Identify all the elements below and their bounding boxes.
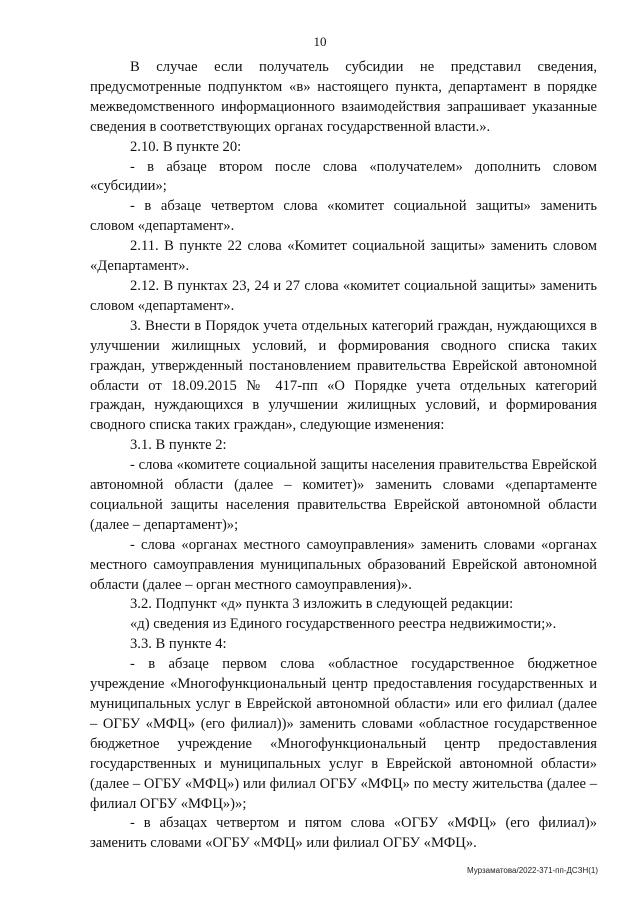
- document-footer-id: Мурзаматова/2022-371-пп-ДСЗН(1): [466, 866, 598, 875]
- paragraph: - в абзаце втором после слова «получателем» дополнить словом «субсидии»;: [90, 158, 597, 195]
- paragraph: - в абзаце четвертом слова «комитет социальной защиты» заменить словом «департамент».: [90, 198, 597, 235]
- document-body: [90, 58, 597, 854]
- paragraph: - слова «комитете социальной защиты населения правительства Еврейской автономной области (далее – комитет)» заменить словами «департаменте социальной защиты населения правительства Еврейской автономной области (далее – департамент)»;: [90, 457, 597, 533]
- paragraph: 2.11. В пункте 22 слова «Комитет социальной защиты» заменить словом «Департамент».: [90, 238, 597, 275]
- page-number: 10: [313, 34, 327, 49]
- paragraph: 2.12. В пунктах 23, 24 и 27 слова «комитет социальной защиты» заменить словом «департамент».: [90, 277, 597, 314]
- paragraph: 3.2. Подпункт «д» пункта 3 изложить в следующей редакции:: [130, 596, 514, 613]
- paragraph: 2.10. В пункте 20:: [130, 138, 242, 155]
- paragraph: «д) сведения из Единого государственного реестра недвижимости;».: [130, 616, 557, 633]
- paragraph: 3.3. В пункте 4:: [130, 636, 227, 653]
- paragraph: В случае если получатель субсидии не представил сведения, предусмотренные подпунктом «в» настоящего пункта, департамент в порядке межведомственного информационного взаимодействия запрашивает указанные сведения в соответствующих органах государственной власти.».: [90, 59, 597, 135]
- paragraph: - в абзацах четвертом и пятом слова «ОГБУ «МФЦ» (его филиал)» заменить словами «ОГБУ «МФЦ» или филиал ОГБУ «МФЦ».: [90, 815, 597, 852]
- paragraph: - в абзаце первом слова «областное государственное бюджетное учреждение «Многофункциональный центр предоставления государственных и муниципальных услуг в Еврейской автономной области» или его филиал (далее – ОГБУ «МФЦ» (его филиал))» заменить словами «областное государственное бюджетное учреждение «Многофункциональный центр предоставления государственных и муниципальных услуг в Еврейской автономной области» (далее – ОГБУ «МФЦ») или филиал ОГБУ «МФЦ» по месту жительства (далее – филиал ОГБУ «МФЦ»)»;: [90, 656, 597, 812]
- paragraph: 3.1. В пункте 2:: [130, 437, 227, 454]
- paragraph: - слова «органах местного самоуправления» заменить словами «органах местного самоуправления муниципальных образований Еврейской автономной области (далее – орган местного самоуправления)».: [90, 536, 597, 593]
- paragraph: 3. Внести в Порядок учета отдельных категорий граждан, нуждающихся в улучшении жилищных условий, и формирования сводного списка таких граждан, утвержденный постановлением правительства Еврейской автономной области от 18.09.2015 № 417-пп «О Порядке учета отдельных категорий граждан, нуждающихся в улучшении жилищных условий, и формирования сводного списка таких граждан», следующие изменения:: [90, 317, 597, 434]
